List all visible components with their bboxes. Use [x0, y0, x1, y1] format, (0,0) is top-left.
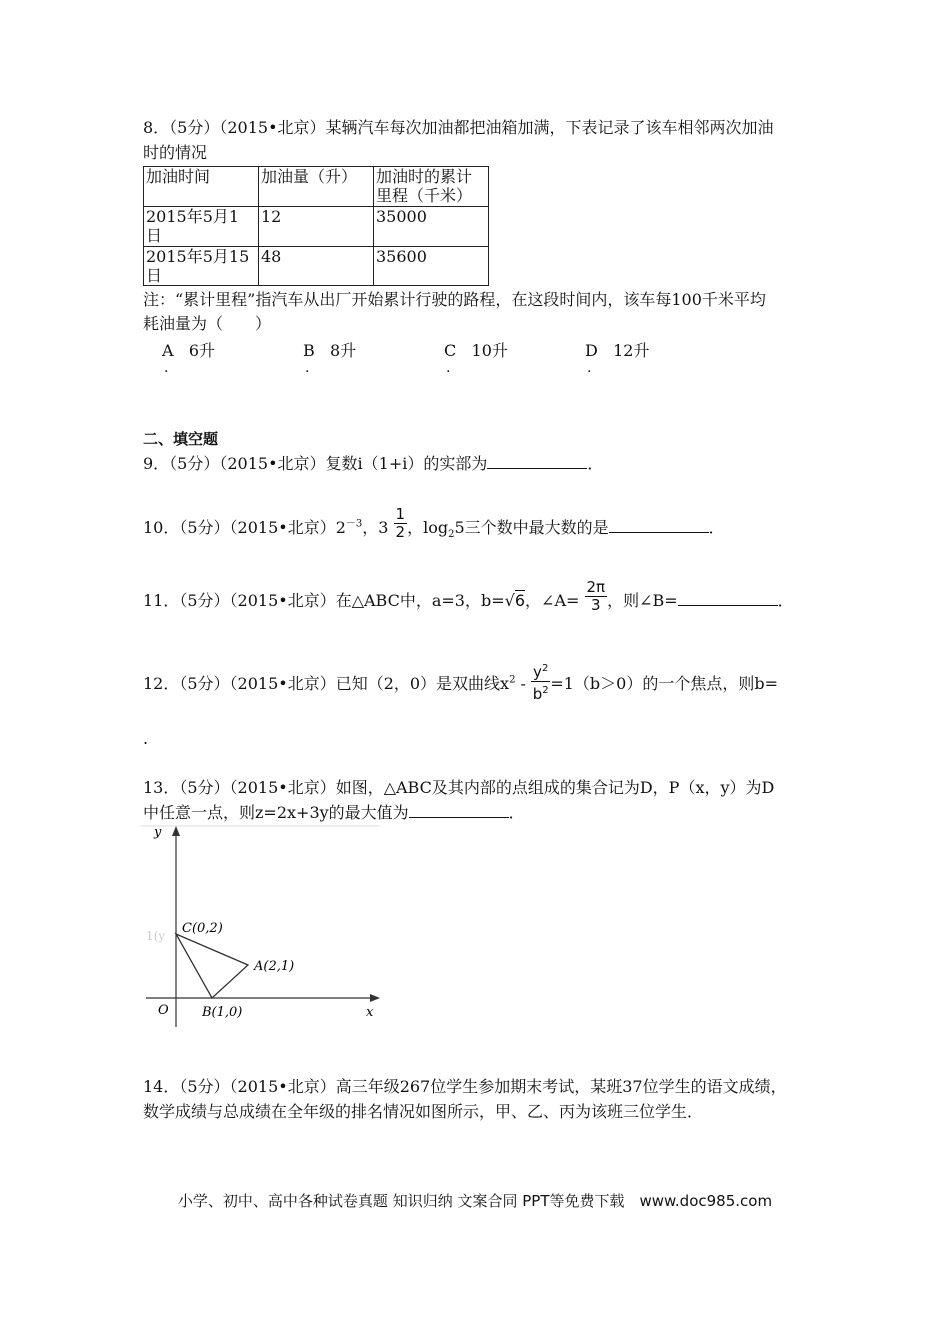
option-a: A 6升	[162, 341, 216, 360]
header-time: 加油时间	[144, 167, 259, 207]
x-label: x	[366, 1005, 374, 1020]
q8-line2: 时的情况	[143, 143, 208, 162]
table-row	[144, 207, 489, 247]
answer-blank	[678, 591, 778, 606]
answer-blank	[487, 454, 587, 469]
y-label: y	[154, 825, 162, 840]
header-amount: 加油量（升）	[259, 167, 374, 207]
y-axis-arrow	[172, 826, 180, 836]
option-dot: .	[164, 360, 169, 376]
faint-label: 1(y	[146, 929, 166, 943]
q8-line1: 8．（5分）（2015•北京）某辆汽车每次加油都把油箱加满，下表记录了该车相邻两次加油	[143, 118, 774, 137]
fraction: $\frac{2\pi}{3}$	[586, 578, 606, 614]
cell-mileage: 35000	[374, 207, 489, 247]
q14-line2: 数学成绩与总成绩在全年级的排名情况如图所示，甲、乙、丙为该班三位学生．	[143, 1102, 704, 1121]
fraction: $\frac{1}{2}$	[395, 505, 406, 541]
cell-amount: 12	[259, 207, 374, 247]
answer-blank	[609, 518, 709, 533]
cell-date: 2015年5月15 日	[144, 247, 259, 286]
option-d: D 12升	[585, 341, 650, 360]
option-dot: .	[305, 360, 310, 376]
table-row	[144, 247, 489, 286]
cell-mileage: 35600	[374, 247, 489, 286]
q11: 11．（5分）（2015•北京）在△ABC中，a=3，b=√6，∠A= $\frac{2\pi}{3}$ ，则∠B= ．	[143, 578, 794, 614]
header-mileage: 加油时的累计 里程（千米）	[374, 167, 489, 207]
section-title: 二、填空题	[143, 430, 219, 448]
answer-blank	[409, 803, 509, 818]
q13-line2: 中任意一点，则z=2x+3y的最大值为 ．	[143, 803, 525, 822]
option-dot: .	[446, 360, 451, 376]
cell-amount: 48	[259, 247, 374, 286]
triangle-figure	[140, 822, 390, 1032]
q8-note2: 耗油量为（ ）	[143, 314, 272, 333]
option-c: C 10升	[444, 341, 508, 360]
origin-label: O	[158, 1003, 169, 1018]
q10: 10．（5分）（2015•北京）$2^{-3}$，3 $\frac{1}{2}$ ，$\log_25$三个数中最大数的是 ．	[143, 505, 725, 541]
page-footer: 小学、初中、高中各种试卷真题 知识归纳 文案合同 PPT等免费下载 www.doc985.com	[177, 1192, 773, 1210]
q12: 12．（5分）（2015•北京）已知（2，0）是双曲线$x^2$ - $\frac{y^2}{b^2}$ =1（b＞0）的一个焦点，则b=	[143, 660, 778, 704]
triangle-abc	[176, 934, 248, 998]
point-a-label: A(2,1)	[254, 959, 295, 974]
option-b: B 8升	[303, 341, 357, 360]
q13-line1: 13．（5分）（2015•北京）如图，△ABC及其内部的点组成的集合记为D，P（x，y）为D	[143, 778, 775, 797]
q14-line1: 14．（5分）（2015•北京）高三年级267位学生参加期末考试，某班37位学生的语文成绩，	[143, 1077, 787, 1096]
sqrt-symbol: √6	[504, 591, 526, 610]
cell-date: 2015年5月1 日	[144, 207, 259, 247]
point-b-label: B(1,0)	[202, 1005, 243, 1020]
option-dot: .	[587, 360, 592, 376]
fraction: $\frac{y^2}{b^2}$	[531, 660, 550, 703]
point-c-label: C(0,2)	[182, 921, 223, 936]
q9: 9．（5分）（2015•北京）复数i（1+i）的实部为 ．	[143, 454, 604, 473]
x-axis-arrow	[370, 994, 380, 1002]
q8-note1: 注：“累计里程”指汽车从出厂开始累计行驶的路程，在这段时间内，该车每100千米平均	[143, 290, 766, 309]
q12-end: .	[143, 729, 149, 748]
fuel-table	[143, 166, 489, 286]
